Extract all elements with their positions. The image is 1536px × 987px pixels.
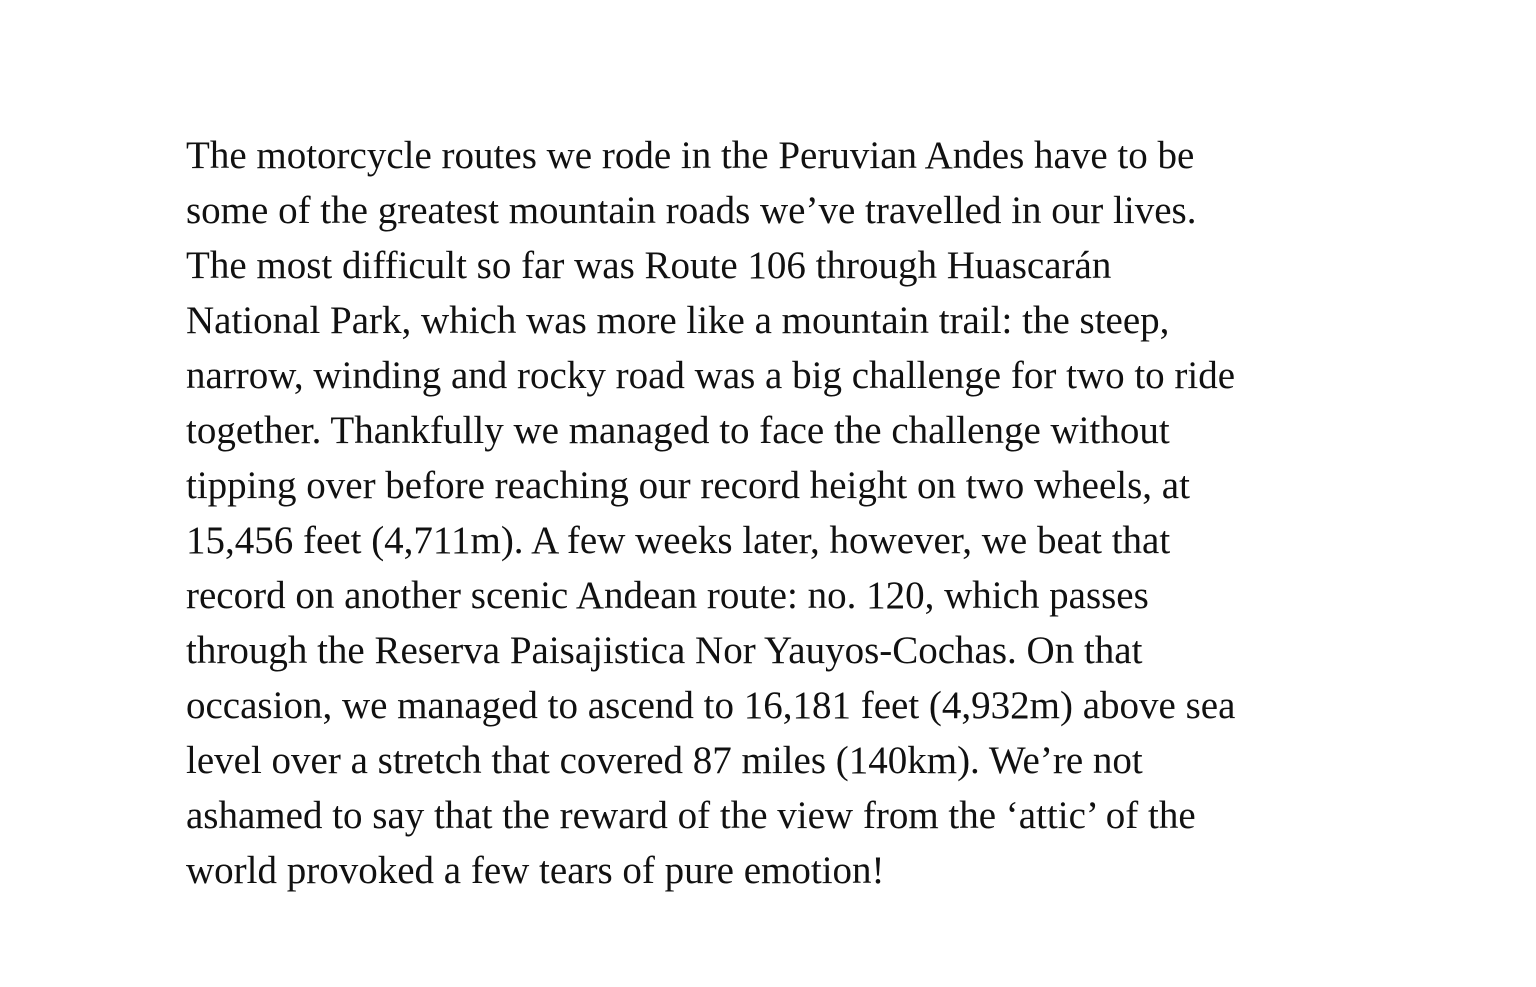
- paragraph-line: The motorcycle routes we rode in the Peruvian Andes have to be: [186, 134, 1195, 177]
- paragraph-line: together. Thankfully we managed to face the challenge without: [186, 409, 1170, 452]
- paragraph-line: through the Reserva Paisajistica Nor Yauyos-Cochas. On that: [186, 629, 1143, 672]
- paragraph-line: occasion, we managed to ascend to 16,181 feet (4,932m) above sea: [186, 684, 1236, 727]
- body-paragraph: [186, 128, 1416, 898]
- paragraph-line: ashamed to say that the reward of the view from the ‘attic’ of the: [186, 794, 1196, 837]
- paragraph-line: 15,456 feet (4,711m). A few weeks later, however, we beat that: [186, 519, 1171, 562]
- paragraph-line: some of the greatest mountain roads we’ve travelled in our lives.: [186, 189, 1197, 232]
- paragraph-line: record on another scenic Andean route: no. 120, which passes: [186, 574, 1149, 617]
- paragraph-line: world provoked a few tears of pure emotion!: [186, 849, 885, 892]
- paragraph-line: The most difficult so far was Route 106 through Huascarán: [186, 244, 1112, 287]
- paragraph-line: level over a stretch that covered 87 miles (140km). We’re not: [186, 739, 1143, 782]
- paragraph-line: National Park, which was more like a mountain trail: the steep,: [186, 299, 1170, 342]
- paragraph-line: narrow, winding and rocky road was a big challenge for two to ride: [186, 354, 1236, 397]
- paragraph-line: tipping over before reaching our record height on two wheels, at: [186, 464, 1190, 507]
